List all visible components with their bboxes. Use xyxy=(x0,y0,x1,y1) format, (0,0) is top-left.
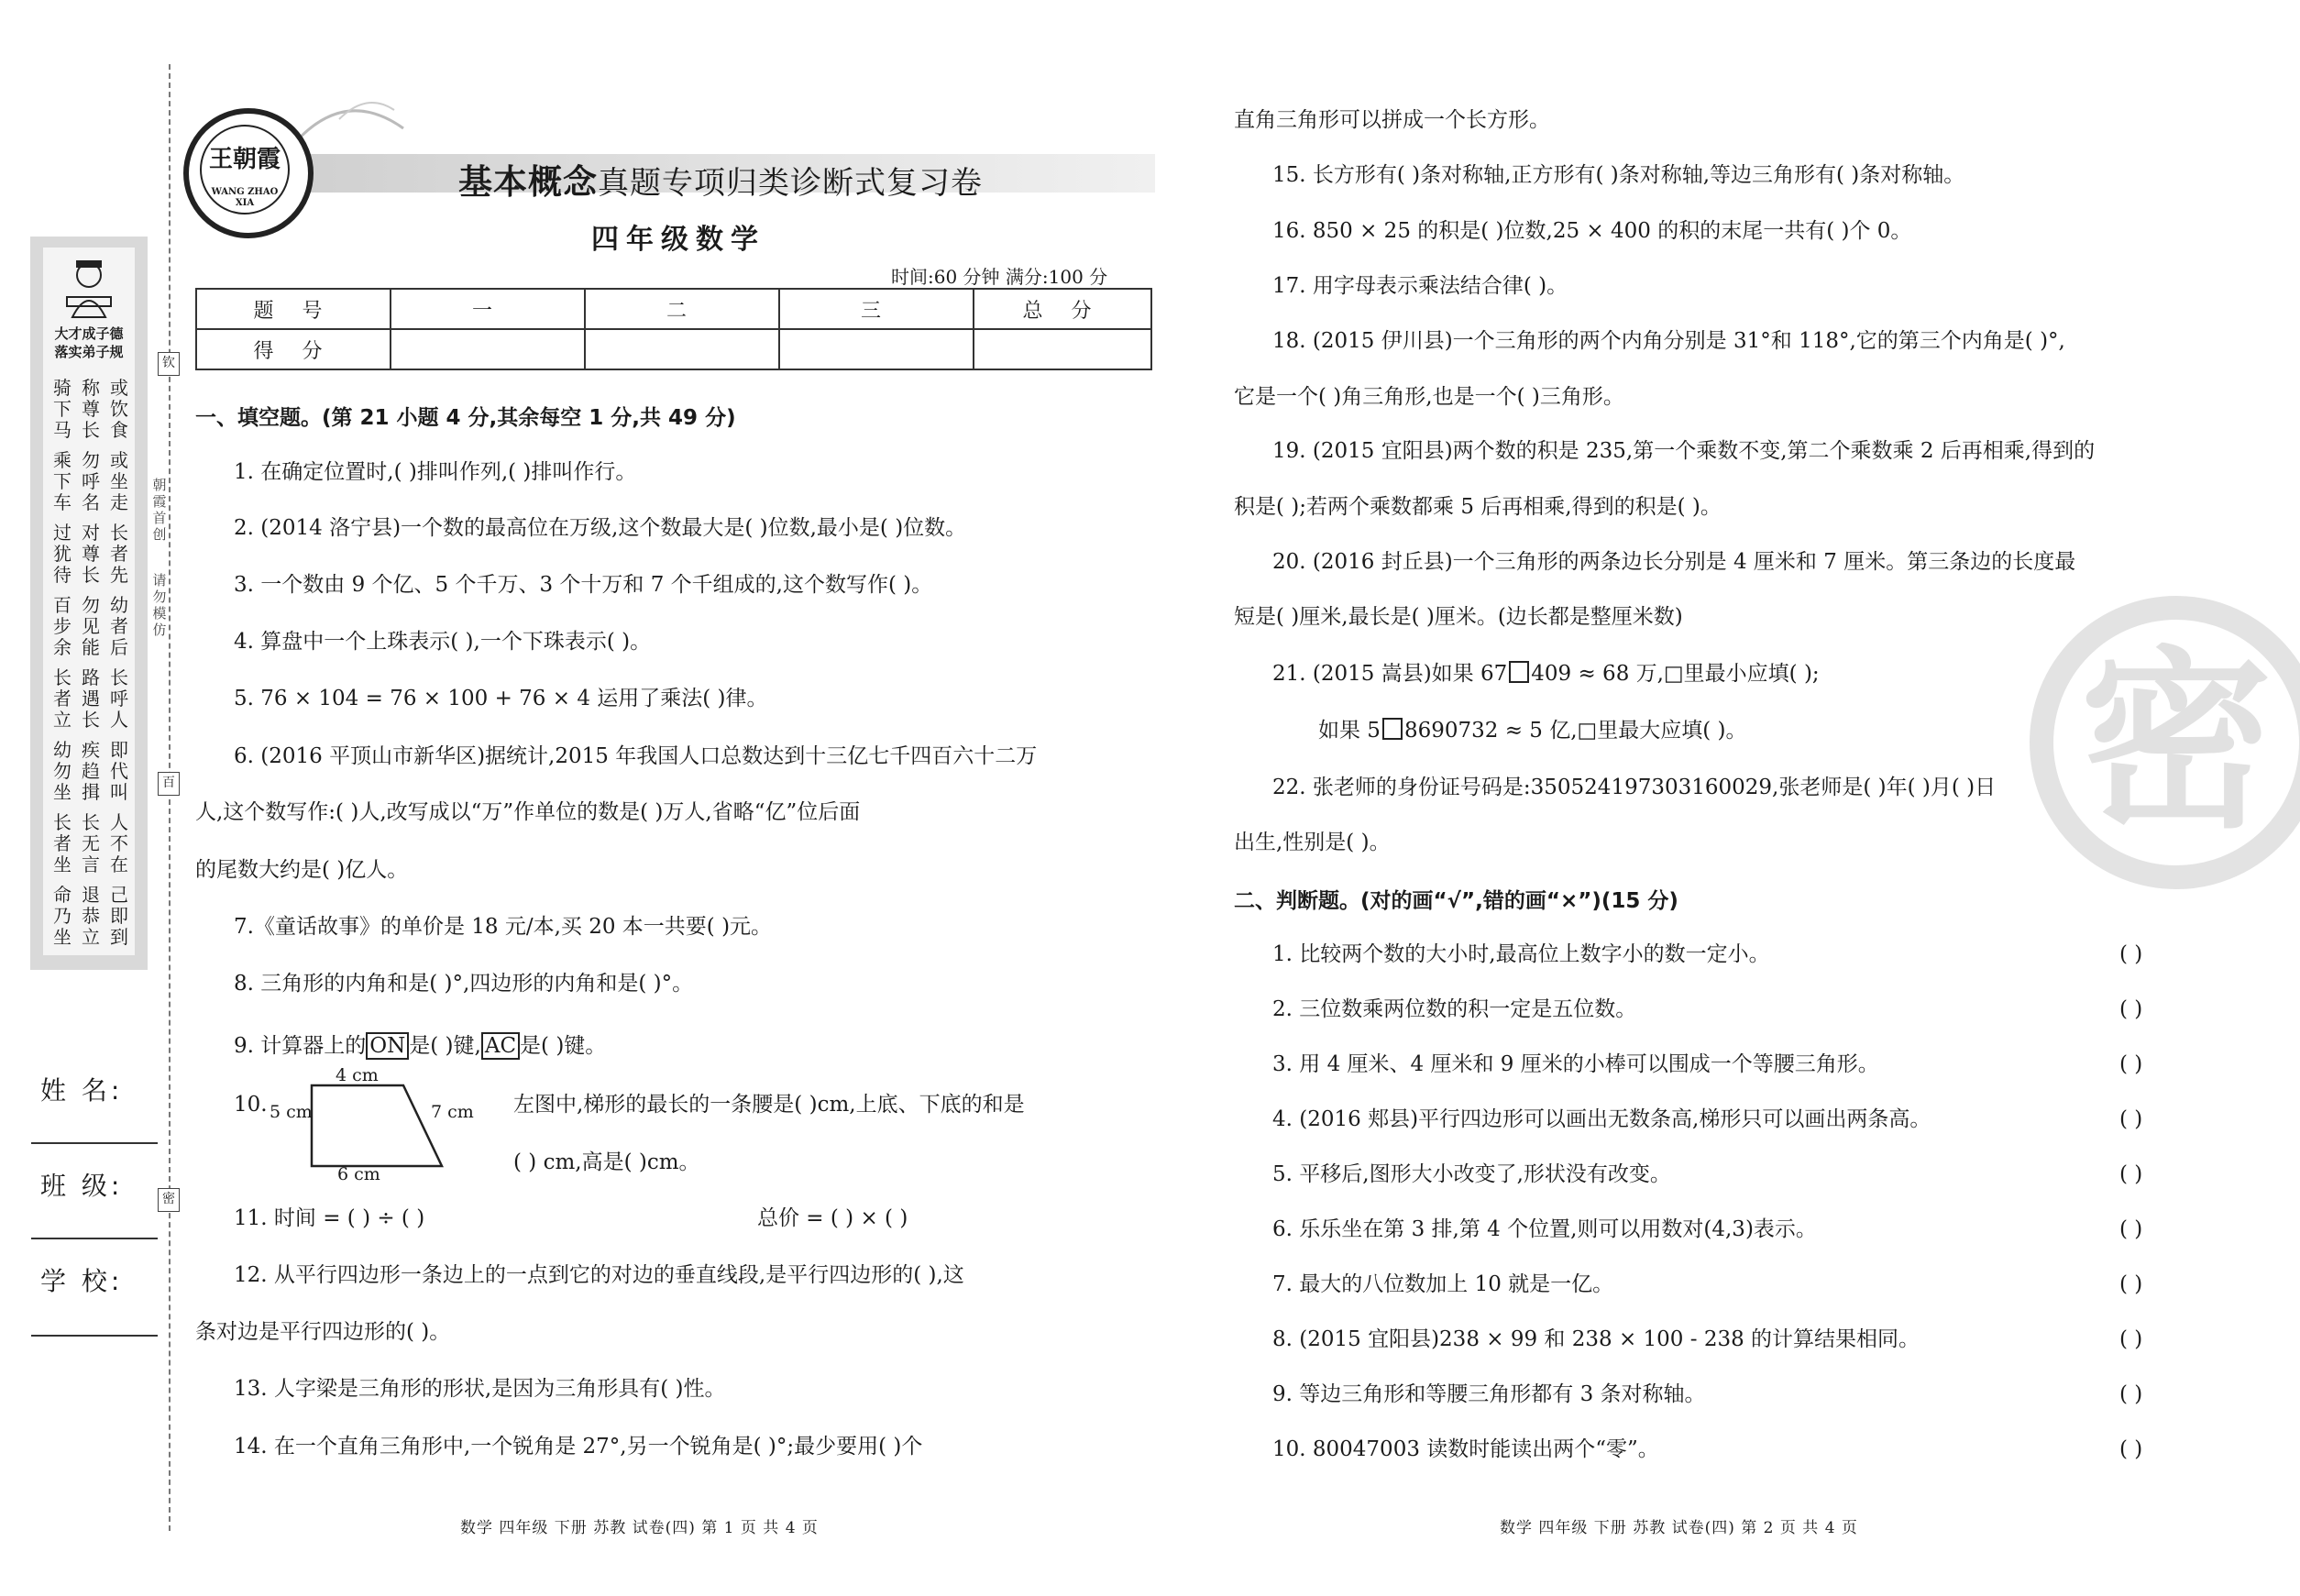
page-footer-right: 数学 四年级 下册 苏教 试卷(四) 第 2 页 共 4 页 xyxy=(1500,1519,1858,1537)
name-label: 姓 名: xyxy=(40,1075,124,1106)
question-12-line-2: 条对边是平行四边形的( )。 xyxy=(195,1320,451,1344)
question-9-pre: 9. 计算器上的 xyxy=(234,1034,367,1058)
class-label: 班 级: xyxy=(40,1171,124,1201)
motto-phrase: 长 者 先 xyxy=(110,522,128,586)
binding-box-3: 密 xyxy=(158,1188,180,1212)
question-1: 1. 在确定位置时,( )排叫作列,( )排叫作行。 xyxy=(234,460,637,484)
motto-phrase: 即 代 叫 xyxy=(110,739,128,803)
question-16: 16. 850 × 25 的积是( )位数,25 × 400 的积的末尾一共有( )个 0。 xyxy=(1272,219,1912,243)
motto-phrase: 百 步 余 xyxy=(53,594,72,658)
motto-head-line-1: 大才成子德 xyxy=(54,325,124,342)
question-9 xyxy=(234,1032,606,1060)
question-11-price: 总价 = ( ) × ( ) xyxy=(757,1206,908,1230)
motto-phrase: 长 无 言 xyxy=(82,811,100,875)
question-20-line-2: 短是( )厘米,最长是( )厘米。(边长都是整厘米数) xyxy=(1234,605,1683,629)
question-6-line-2: 人,这个数写作:( )人,改写成以“万”作单位的数是( )万人,省略“亿”位后面 xyxy=(195,800,861,824)
motto-inner xyxy=(43,248,135,955)
motto-phrase: 乘 下 车 xyxy=(53,449,72,513)
question-21-line-1 xyxy=(1272,660,1820,688)
question-22-line-2: 出生,性别是( )。 xyxy=(1234,831,1391,854)
judgement-question: 6. 乐乐坐在第 3 排,第 4 个位置,则可以用数对(4,3)表示。 xyxy=(1272,1217,1817,1241)
question-9-mid: 是( )键, xyxy=(409,1034,481,1058)
motto-phrase: 勿 见 能 xyxy=(82,594,100,658)
class-field[interactable] xyxy=(31,1238,158,1239)
question-22-line-1: 22. 张老师的身份证号码是:350524197303160029,张老师是( )年( )月( )日 xyxy=(1272,776,1997,799)
judgement-question: 10. 80047003 读数时能读出两个“零”。 xyxy=(1272,1437,1659,1461)
section-title-judgement: 二、判断题。(对的画“√”,错的画“×”)(15 分) xyxy=(1234,889,1678,913)
question-19-line-1: 19. (2015 宜阳县)两个数的积是 235,第一个乘数不变,第二个乘数乘 2 后再相乘,得到的 xyxy=(1272,439,2096,463)
question-20-line-1: 20. (2016 封丘县)一个三角形的两条边长分别是 4 厘米和 7 厘米。第三条边的长度最 xyxy=(1272,550,2076,574)
judgement-answer-box[interactable]: ( ) xyxy=(2119,942,2143,966)
judgement-answer-box[interactable]: ( ) xyxy=(2119,1217,2143,1241)
time-score-note: 时间:60 分钟 满分:100 分 xyxy=(891,266,1108,288)
question-7: 7.《童话故事》的单价是 18 元/本,买 20 本一共要( )元。 xyxy=(234,915,773,939)
judgement-question: 2. 三位数乘两位数的积一定是五位数。 xyxy=(1272,997,1637,1021)
exam-series-title-bold: 基本概念 xyxy=(458,162,598,202)
score-cell: 题 号 xyxy=(196,289,391,329)
question-12-line-1: 12. 从平行四边形一条边上的一点到它的对边的垂直线段,是平行四边形的( ),这 xyxy=(234,1263,964,1287)
page-footer-left: 数学 四年级 下册 苏教 试卷(四) 第 1 页 共 4 页 xyxy=(460,1519,819,1537)
question-10-number: 10. xyxy=(234,1093,268,1117)
school-label: 学 校: xyxy=(40,1266,124,1296)
question-19-line-2: 积是( );若两个乘数都乘 5 后再相乘,得到的积是( )。 xyxy=(1234,495,1722,519)
question-14-continued: 直角三角形可以拼成一个长方形。 xyxy=(1234,108,1550,132)
exam-series-title xyxy=(458,154,983,204)
question-10-line-1: 左图中,梯形的最长的一条腰是( )cm,上底、下底的和是 xyxy=(513,1093,1025,1117)
question-17: 17. 用字母表示乘法结合律( )。 xyxy=(1272,274,1568,298)
score-cell: 得 分 xyxy=(196,329,391,369)
binding-dashed-line xyxy=(169,64,171,1531)
motto-row xyxy=(52,450,129,513)
judgement-answer-box[interactable]: ( ) xyxy=(2119,1052,2143,1076)
blank-square-icon xyxy=(1509,661,1529,683)
judgement-question: 3. 用 4 厘米、4 厘米和 9 厘米的小棒可以围成一个等腰三角形。 xyxy=(1272,1052,1879,1076)
motto-row xyxy=(52,885,129,948)
score-cell: 总 分 xyxy=(974,289,1151,329)
motto-phrase: 路 遇 长 xyxy=(82,666,100,731)
motto-row xyxy=(52,378,129,441)
score-input[interactable] xyxy=(391,329,585,369)
question-11-time: 11. 时间 = ( ) ÷ ( ) xyxy=(234,1206,425,1230)
question-8: 8. 三角形的内角和是( )°,四边形的内角和是( )°。 xyxy=(234,972,694,996)
question-21-a-post: 409 ≈ 68 万,□里最小应填( ); xyxy=(1531,662,1820,686)
motto-phrase: 幼 勿 坐 xyxy=(53,739,72,803)
motto-head-line-2: 落实弟子规 xyxy=(54,344,124,360)
question-13: 13. 人字梁是三角形的形状,是因为三角形具有( )性。 xyxy=(234,1377,726,1401)
judgement-question: 8. (2015 宜阳县)238 × 99 和 238 × 100 - 238 的计算结果相同。 xyxy=(1272,1327,1920,1351)
score-table-header-row xyxy=(196,289,1151,329)
motto-phrase: 长 者 立 xyxy=(53,666,72,731)
trapezoid-top-label: 4 cm xyxy=(336,1065,379,1085)
question-21-a-pre: 21. (2015 嵩县)如果 67 xyxy=(1272,662,1508,686)
confidential-glyph: 密 xyxy=(2079,630,2272,854)
binding-box-2: 百 xyxy=(158,772,180,796)
binding-box-1: 钦 xyxy=(158,352,180,376)
motto-phrase: 骑 下 马 xyxy=(53,377,72,441)
question-10-line-2: ( ) cm,高是( )cm。 xyxy=(513,1150,700,1174)
score-cell: 一 xyxy=(391,289,585,329)
motto-phrase: 勿 呼 名 xyxy=(82,449,100,513)
motto-phrase: 退 恭 立 xyxy=(82,884,100,948)
judgement-question: 7. 最大的八位数加上 10 就是一亿。 xyxy=(1272,1272,1614,1296)
judgement-answer-box[interactable]: ( ) xyxy=(2119,1272,2143,1296)
score-table xyxy=(195,288,1152,370)
judgement-answer-box[interactable]: ( ) xyxy=(2119,1162,2143,1186)
trapezoid-right-label: 7 cm xyxy=(431,1102,474,1122)
brand-logo xyxy=(183,108,314,238)
on-key-icon: ON xyxy=(366,1032,409,1060)
name-field[interactable] xyxy=(31,1142,158,1144)
judgement-question: 5. 平移后,图形大小改变了,形状没有改变。 xyxy=(1272,1162,1671,1186)
motto-columns xyxy=(52,378,129,946)
question-18-line-1: 18. (2015 伊川县)一个三角形的两个内角分别是 31°和 118°,它的第三个内角是( )°, xyxy=(1272,329,2065,353)
question-2: 2. (2014 洛宁县)一个数的最高位在万级,这个数最大是( )位数,最小是( )位数。 xyxy=(234,516,967,540)
score-input[interactable] xyxy=(585,329,779,369)
trapezoid-left-label: 5 cm xyxy=(270,1102,313,1122)
motto-row xyxy=(52,523,129,586)
question-4: 4. 算盘中一个上珠表示( ),一个下珠表示( )。 xyxy=(234,630,652,654)
school-field[interactable] xyxy=(31,1335,158,1337)
judgement-answer-box[interactable]: ( ) xyxy=(2119,997,2143,1021)
motto-phrase: 过 犹 待 xyxy=(53,522,72,586)
question-9-post: 是( )键。 xyxy=(520,1034,607,1058)
ac-key-icon: AC xyxy=(481,1032,520,1060)
motto-phrase: 己 即 到 xyxy=(110,884,128,948)
motto-row xyxy=(52,595,129,658)
exam-series-title-rest: 真题专项归类诊断式复习卷 xyxy=(598,165,983,202)
score-input[interactable] xyxy=(974,329,1151,369)
blank-square-icon xyxy=(1382,718,1403,740)
question-6-line-3: 的尾数大约是( )亿人。 xyxy=(195,858,409,882)
question-18-line-2: 它是一个( )角三角形,也是一个( )三角形。 xyxy=(1234,385,1624,409)
stamp-no-copy: 请勿模仿 xyxy=(152,572,167,638)
motto-phrase: 或 饮 食 xyxy=(110,377,128,441)
judgement-answer-box[interactable]: ( ) xyxy=(2119,1382,2143,1406)
question-3: 3. 一个数由 9 个亿、5 个千万、3 个十万和 7 个千组成的,这个数写作( )。 xyxy=(234,573,933,597)
stamp-original: 朝霞首创 xyxy=(152,477,167,543)
question-14: 14. 在一个直角三角形中,一个锐角是 27°,另一个锐角是( )°;最少要用( )个 xyxy=(234,1435,923,1458)
student-figure-icon xyxy=(63,253,115,321)
motto-phrase: 或 坐 走 xyxy=(110,449,128,513)
motto-phrase: 长 者 坐 xyxy=(53,811,72,875)
motto-phrase: 称 尊 长 xyxy=(82,377,100,441)
question-21-line-2 xyxy=(1318,717,1747,744)
motto-phrase: 疾 趋 揖 xyxy=(82,739,100,803)
score-input[interactable] xyxy=(779,329,974,369)
motto-row xyxy=(52,812,129,875)
question-5: 5. 76 × 104 = 76 × 100 + 76 × 4 运用了乘法( )律。 xyxy=(234,687,768,710)
section-title-fill-in: 一、填空题。(第 21 小题 4 分,其余每空 1 分,共 49 分) xyxy=(195,406,736,430)
question-15: 15. 长方形有( )条对称轴,正方形有( )条对称轴,等边三角形有( )条对称轴。 xyxy=(1272,163,1965,187)
judgement-answer-box[interactable]: ( ) xyxy=(2119,1107,2143,1131)
judgement-question: 1. 比较两个数的大小时,最高位上数字小的数一定小。 xyxy=(1272,942,1770,966)
judgement-question: 4. (2016 郏县)平行四边形可以画出无数条高,梯形只可以画出两条高。 xyxy=(1272,1107,1931,1131)
motto-row xyxy=(52,667,129,731)
brand-logo-sub: WANG ZHAO XIA xyxy=(211,187,279,208)
score-cell: 三 xyxy=(779,289,974,329)
motto-row xyxy=(52,740,129,803)
grade-title: 四年级数学 xyxy=(591,224,765,256)
question-21-b-post: 8690732 ≈ 5 亿,□里最大应填( )。 xyxy=(1403,719,1747,743)
confidential-watermark xyxy=(2030,596,2300,889)
motto-phrase: 幼 者 后 xyxy=(110,594,128,658)
question-21-b-pre: 如果 5 xyxy=(1318,719,1381,743)
motto-phrase: 对 尊 长 xyxy=(82,522,100,586)
motto-phrase: 人 不 在 xyxy=(110,811,128,875)
trapezoid-bottom-label: 6 cm xyxy=(337,1164,380,1184)
motto-phrase: 命 乃 坐 xyxy=(53,884,72,948)
judgement-answer-box[interactable]: ( ) xyxy=(2119,1437,2143,1461)
score-table-score-row xyxy=(196,329,1151,369)
motto-panel xyxy=(30,237,148,970)
motto-head xyxy=(47,325,131,361)
score-cell: 二 xyxy=(585,289,779,329)
question-6-line-1: 6. (2016 平顶山市新华区)据统计,2015 年我国人口总数达到十三亿七千四百六十二万 xyxy=(234,744,1038,768)
brand-logo-inner xyxy=(200,125,290,215)
brand-logo-text: 王朝霞 xyxy=(208,146,281,173)
judgement-question: 9. 等边三角形和等腰三角形都有 3 条对称轴。 xyxy=(1272,1382,1706,1406)
motto-phrase: 长 呼 人 xyxy=(110,666,128,731)
judgement-answer-box[interactable]: ( ) xyxy=(2119,1327,2143,1351)
